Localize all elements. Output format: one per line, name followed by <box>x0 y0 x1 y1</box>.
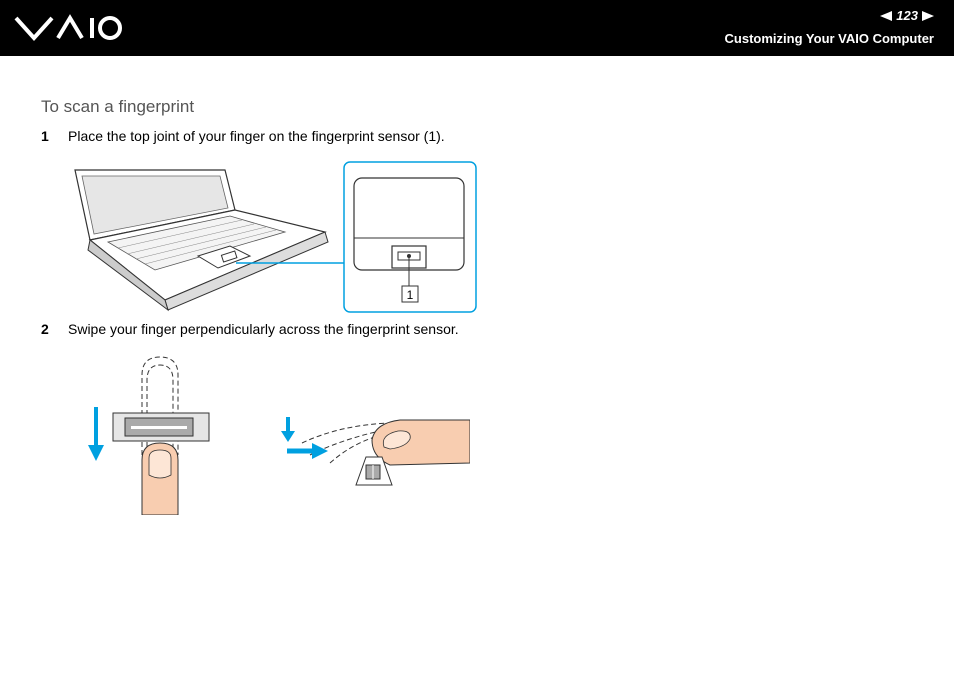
step-number: 2 <box>41 321 49 337</box>
laptop-illustration <box>70 160 480 318</box>
page-number: 123 <box>896 8 918 23</box>
subtitle: To scan a fingerprint <box>41 97 195 116</box>
step-number: 1 <box>41 128 49 144</box>
vaio-logo <box>14 12 124 44</box>
swipe-illustration-front <box>85 355 215 515</box>
page-header <box>0 0 954 56</box>
step-1 <box>41 128 445 144</box>
page-navigation <box>880 8 934 23</box>
previous-page-icon[interactable] <box>880 11 892 21</box>
next-page-icon[interactable] <box>922 11 934 21</box>
callout-label: 1 <box>406 288 414 302</box>
section-title: Customizing Your VAIO Computer <box>724 31 934 46</box>
step-text: Swipe your finger perpendicularly across the fingerprint sensor. <box>68 321 459 337</box>
step-text: Place the top joint of your finger on the fingerprint sensor (1). <box>68 128 445 144</box>
swipe-illustration-side <box>280 415 470 495</box>
step-2 <box>41 321 459 337</box>
